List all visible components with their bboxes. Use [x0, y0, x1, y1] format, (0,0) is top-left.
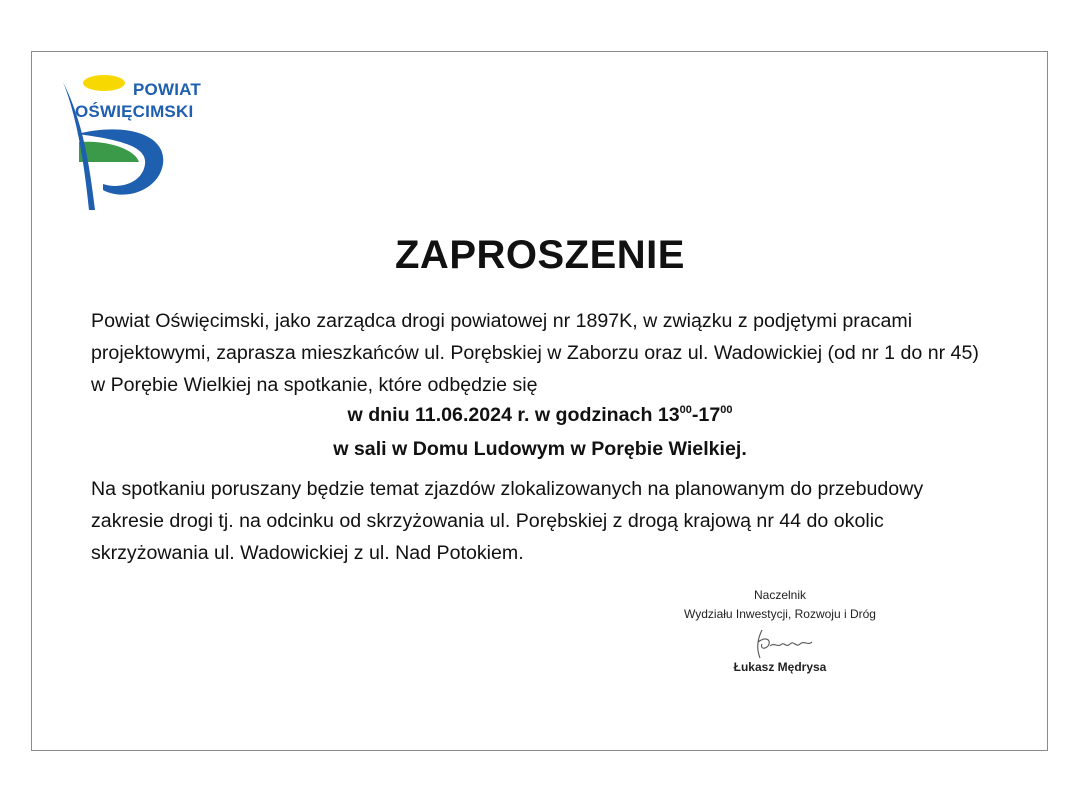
signature-department: Wydziału Inwestycji, Rozwoju i Dróg: [684, 607, 876, 621]
paragraph-topic: Na spotkaniu poruszany będzie temat zjazdów zlokalizowanych na planowanym do przebudowy zakresie drogi tj. na odcinku od skrzyżowania ul. Porębskiej z drogą krajową nr 44 do okolic skrzyżowania ul. Wadowickiej z ul. Nad Potokiem.: [91, 478, 924, 564]
powiat-logo: [55, 72, 215, 217]
logo-text-oswiecimski: OŚWIĘCIMSKI: [75, 102, 194, 121]
handwritten-signature: [748, 628, 818, 662]
paragraph-invitation: Powiat Oświęcimski, jako zarządca drogi powiatowej nr 1897K, w związku z podjętymi pracami projektowymi, zaprasza mieszkańców ul. Porębskiej w Zaborzu oraz ul. Wadowickiej (od nr 1 do nr 45) w Porębie Wielkiej na spotkanie, które odbędzie się: [91, 310, 979, 396]
start-minutes: 00: [679, 404, 692, 416]
meeting-date-line: [0, 404, 1080, 427]
signature-role: Naczelnik: [753, 588, 807, 602]
logo-text-powiat: POWIAT: [133, 80, 201, 99]
meeting-place-line: w sali w Domu Ludowym w Porębie Wielkiej.: [333, 438, 747, 460]
signature-name: Łukasz Mędrysa: [733, 660, 827, 674]
date-text: w dniu 11.06.2024 r. w godzinach 13: [347, 404, 680, 426]
end-minutes: 00: [720, 404, 733, 416]
time-separator: -17: [691, 404, 721, 426]
document-title: ZAPROSZENIE: [395, 233, 685, 277]
